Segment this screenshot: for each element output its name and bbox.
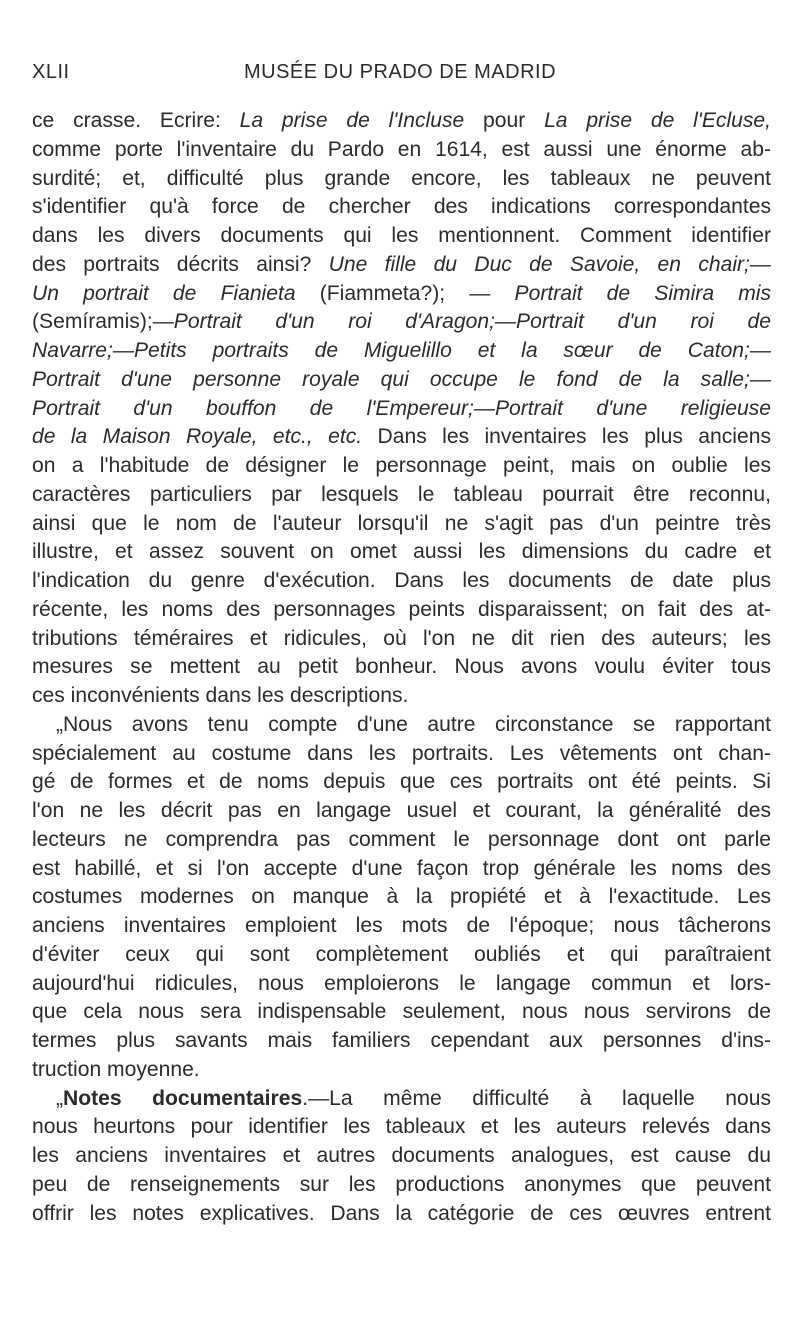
text-line	[32, 1200, 771, 1229]
text-segment: récente, les noms des personnages peints disparaissent; on fait des at-	[32, 597, 771, 621]
text-segment: offrir les notes explicatives. Dans la catégorie de ces œuvres entrent	[32, 1201, 771, 1225]
italic-text: Portrait d'une personne royale qui occupe le fond de la salle;—	[32, 367, 771, 391]
text-line	[32, 1027, 771, 1056]
text-segment: l'on ne les décrit pas en langage usuel et courant, la généralité des	[32, 799, 771, 822]
text-segment: „Nous avons tenu compte d'une autre circonstance se rapportant	[56, 712, 771, 736]
text-segment: .—La même difficulté à laquelle nous	[302, 1086, 771, 1110]
text-segment: (Fiammeta?); —	[295, 281, 515, 305]
text-line	[32, 625, 771, 654]
italic-text: La prise de l'Ecluse,	[544, 109, 771, 132]
text-line	[32, 970, 771, 999]
text-segment: caractères particuliers par lesquels le tableau pourrait être reconnu,	[32, 482, 771, 506]
text-segment: pour	[464, 109, 545, 132]
text-segment: ces inconvénients dans les descriptions.	[32, 684, 409, 707]
text-segment: d'éviter ceux qui sont complètement oubliés et qui paraîtraient	[32, 942, 771, 966]
text-line	[32, 855, 771, 884]
text-segment: nous heurtons pour identifier les tableaux et les auteurs relevés dans	[32, 1115, 771, 1139]
text-segment: est habillé, et si l'on accepte d'une façon trop générale les noms des	[32, 856, 771, 880]
text-line	[32, 768, 771, 797]
text-segment: anciens inventaires emploient les mots de l'époque; nous tâcherons	[32, 914, 771, 937]
italic-text: Une fille du Duc de Savoie, en chair;—	[328, 252, 771, 276]
italic-text: La prise de l'Incluse	[239, 109, 465, 132]
text-segment: Dans les inventaires les plus anciens	[362, 425, 771, 449]
text-line	[32, 423, 771, 452]
text-segment: des portraits décrits ainsi?	[32, 252, 329, 276]
text-segment: les anciens inventaires et autres documents analogues, est cause du	[32, 1144, 771, 1167]
text-segment: termes plus savants mais familiers cependant aux personnes d'ins-	[32, 1029, 771, 1052]
text-line	[32, 193, 771, 222]
text-line	[32, 826, 771, 855]
text-segment: spécialement au costume dans les portraits. Les vêtements ont chan-	[32, 741, 771, 765]
text-line	[32, 136, 771, 165]
text-line	[32, 107, 771, 136]
text-segment: tributions téméraires et ridicules, où l'on ne dit rien des auteurs; les	[32, 626, 771, 650]
italic-text: Navarre;—Petits portraits de Miguelillo et la sœur de Caton;—	[32, 339, 771, 362]
italic-text: Un portrait de Fianieta	[32, 281, 296, 305]
text-line	[32, 883, 771, 912]
text-segment: aujourd'hui ridicules, nous emploierons le langage commun et lors-	[32, 971, 771, 995]
text-segment: l'indication du genre d'exécution. Dans les documents de date plus	[32, 569, 771, 592]
bold-heading-text: Notes documentaires	[63, 1086, 303, 1110]
text-line	[32, 481, 771, 510]
text-segment: s'identifier qu'à force de chercher des indications correspondantes	[32, 195, 771, 219]
text-line	[32, 941, 771, 970]
page-number: XLII	[32, 61, 70, 83]
page-header	[32, 61, 768, 91]
text-line	[32, 1085, 771, 1114]
text-segment: on a l'habitude de désigner le personnage peint, mais on oublie les	[32, 454, 771, 477]
text-line	[32, 280, 771, 309]
text-line	[32, 596, 771, 625]
text-segment: costumes modernes on manque à la propiété et à l'exactitude. Les	[32, 885, 771, 909]
text-segment: „	[56, 1086, 64, 1110]
text-line	[32, 337, 771, 366]
text-line	[32, 711, 771, 740]
text-line	[32, 510, 771, 539]
text-line	[32, 1142, 771, 1171]
text-line	[32, 740, 771, 769]
text-line	[32, 395, 771, 424]
text-segment: truction moyenne.	[32, 1057, 200, 1081]
text-line	[32, 452, 771, 481]
text-segment: mesures se mettent au petit bonheur. Nous avons voulu éviter tous	[32, 655, 771, 679]
text-segment: peu de renseignements sur les productions anonymes que peuvent	[32, 1172, 771, 1196]
italic-text: Portrait d'un bouffon de l'Empereur;—Portrait d'une religieuse	[32, 396, 771, 420]
text-line	[32, 308, 771, 337]
text-line	[32, 653, 771, 682]
text-line	[32, 682, 771, 711]
text-line	[32, 538, 771, 567]
text-line	[32, 1056, 771, 1085]
text-segment: illustre, et assez souvent on omet aussi les dimensions du cadre et	[32, 540, 771, 564]
text-segment: dans les divers documents qui les mentionnent. Comment identifier	[32, 224, 771, 247]
text-segment: (Semíramis);—	[32, 310, 174, 334]
text-line	[32, 222, 771, 251]
text-segment: comme porte l'inventaire du Pardo en 1614, est aussi une énorme ab-	[32, 137, 771, 161]
running-head: MUSÉE DU PRADO DE MADRID	[243, 61, 557, 83]
text-line	[32, 912, 771, 941]
text-segment: surdité; et, difficulté plus grande encore, les tableaux ne peuvent	[32, 166, 771, 190]
text-line	[32, 567, 771, 596]
text-line	[32, 1171, 771, 1200]
text-segment: lecteurs ne comprendra pas comment le personnage dont ont parle	[32, 827, 771, 851]
italic-text: Portrait de Simira mis	[514, 281, 771, 305]
text-line	[32, 998, 771, 1027]
italic-text: de la Maison Royale, etc., etc.	[32, 425, 363, 449]
text-line	[32, 797, 771, 826]
body-text	[32, 107, 771, 1228]
italic-text: Portrait d'un roi d'Aragon;—Portrait d'un roi de	[173, 310, 771, 334]
text-line	[32, 366, 771, 395]
text-segment: gé de formes et de noms depuis que ces portraits ont été peints. Si	[32, 770, 771, 794]
text-line	[32, 165, 771, 194]
text-segment: ainsi que le nom de l'auteur lorsqu'il ne s'agit pas d'un peintre très	[32, 511, 771, 535]
text-line	[32, 251, 771, 280]
text-line	[32, 1113, 771, 1142]
text-segment: ce crasse. Ecrire:	[32, 109, 240, 132]
text-segment: que cela nous sera indispensable seulement, nous nous servirons de	[32, 1000, 771, 1024]
